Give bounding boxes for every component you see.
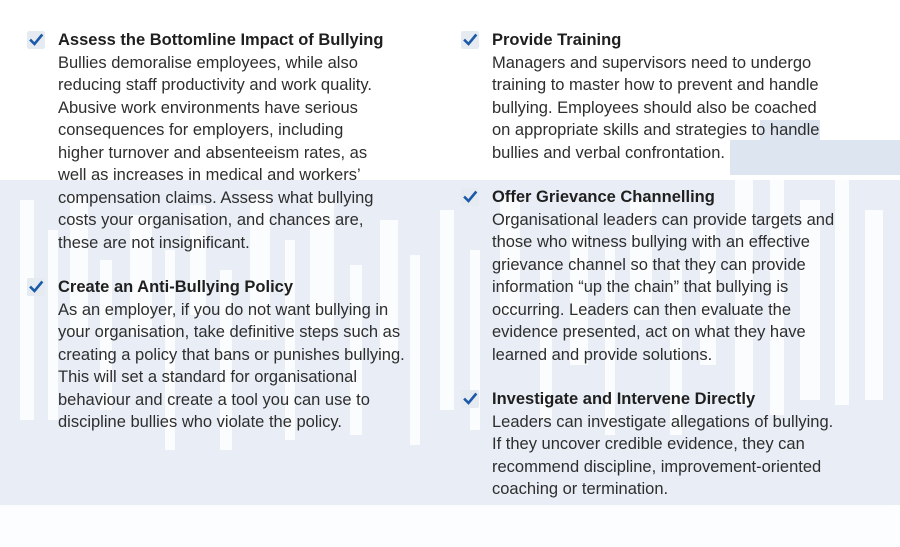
body-line: discipline bullies who violate the policy. — [58, 413, 343, 431]
item-body — [492, 411, 886, 501]
body-line: learned and provide solutions. — [492, 345, 713, 364]
body-line: on appropriate skills and strategies to handle — [492, 121, 820, 139]
body-line: these are not insignificant. — [58, 233, 250, 252]
body-line: grievance channel so that they can provide — [492, 255, 806, 274]
body-line: Organisational leaders can provide targets and — [492, 210, 835, 229]
body-line: bullies and verbal confrontation. — [492, 143, 725, 162]
list-item-investigate-intervene — [461, 388, 886, 501]
body-line: Leaders can investigate allegations of bullying. — [492, 412, 834, 431]
body-line: If they uncover credible evidence, they can — [492, 435, 805, 453]
body-line: information “up the chain” that bullying is — [492, 278, 789, 296]
body-line: costs your organisation, and chances are, — [58, 211, 364, 229]
body-line: coaching or termination. — [492, 480, 669, 498]
body-line: training to master how to prevent and handle — [492, 76, 819, 94]
body-line: As an employer, if you do not want bullying in — [58, 300, 389, 319]
item-title: Provide Training — [492, 31, 622, 49]
right-column — [461, 29, 886, 501]
item-title: Create an Anti-Bullying Policy — [58, 278, 294, 296]
list-item-assess-impact — [27, 29, 447, 254]
item-title: Investigate and Intervene Directly — [492, 390, 756, 408]
body-line: recommend discipline, improvement-oriented — [492, 457, 822, 476]
body-line: higher turnover and absenteeism rates, as — [58, 143, 368, 162]
item-body — [492, 52, 886, 165]
list-item-grievance-channelling — [461, 186, 886, 366]
item-body — [492, 209, 886, 367]
left-column — [27, 29, 447, 434]
body-line: consequences for employers, including — [58, 121, 344, 139]
item-title: Offer Grievance Channelling — [492, 188, 715, 206]
body-line: bullying. Employees should also be coached — [492, 98, 817, 117]
list-item-anti-bullying-policy — [27, 276, 447, 434]
check-icon — [461, 390, 479, 408]
check-icon — [27, 278, 45, 296]
body-line: creating a policy that bans or punishes bullying. — [58, 345, 405, 364]
body-line: occurring. Leaders can then evaluate the — [492, 300, 792, 319]
check-icon — [461, 188, 479, 206]
item-body — [58, 299, 447, 434]
item-title: Assess the Bottomline Impact of Bullying — [58, 31, 384, 49]
body-line: those who witness bullying with an effective — [492, 233, 810, 251]
body-line: Managers and supervisors need to undergo — [492, 53, 812, 72]
body-line: compensation claims. Assess what bullying — [58, 188, 374, 207]
body-line: reducing staff productivity and work quality. — [58, 76, 372, 94]
list-item-provide-training — [461, 29, 886, 164]
check-icon — [461, 31, 479, 49]
body-line: well as increases in medical and workers’ — [58, 166, 361, 184]
body-line: your organisation, take definitive steps such as — [58, 323, 401, 341]
body-line: Bullies demoralise employees, while also — [58, 53, 358, 72]
body-line: evidence presented, act on what they have — [492, 323, 806, 341]
body-line: Abusive work environments have serious — [58, 98, 358, 117]
body-line: behaviour and create a tool you can use to — [58, 390, 370, 409]
item-body — [58, 52, 447, 255]
body-line: This will set a standard for organisational — [58, 368, 357, 386]
check-icon — [27, 31, 45, 49]
